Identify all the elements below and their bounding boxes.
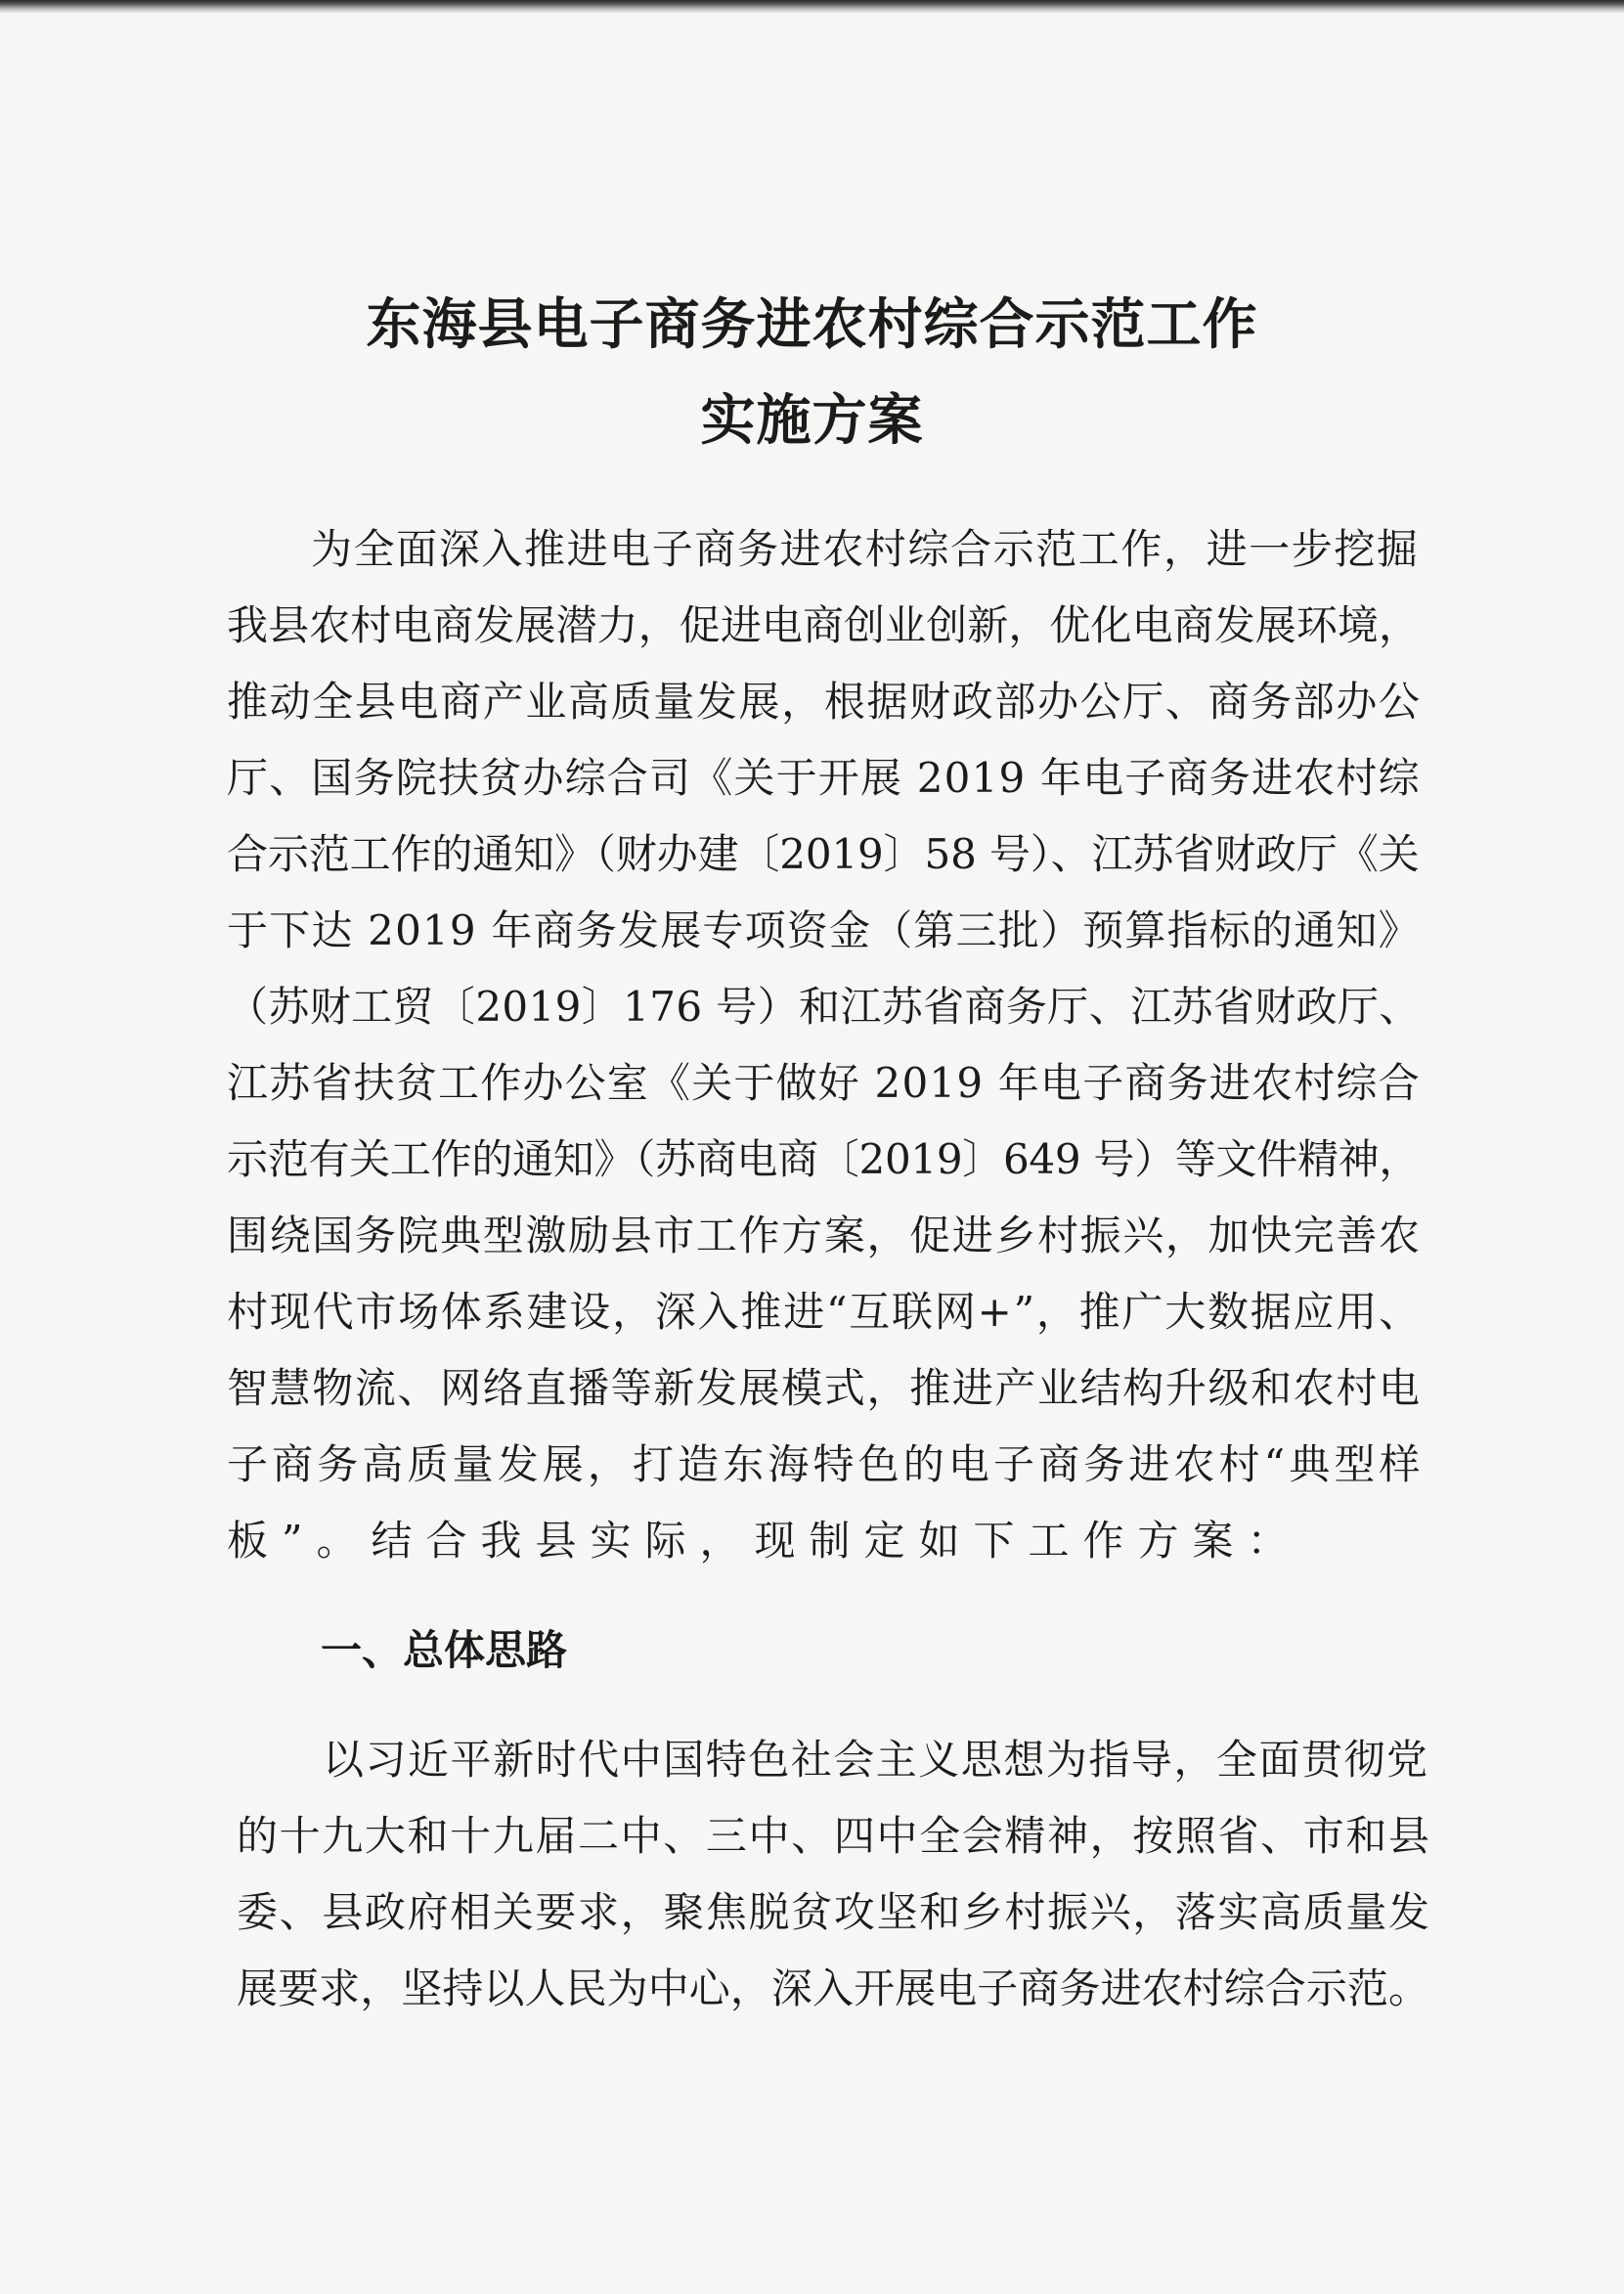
section-line: 委、县政府相关要求，聚焦脱贫攻坚和乡村振兴，落实高质量发 [237, 1888, 1431, 1936]
intro-line: 厅、国务院扶贫办综合司《关于开展 2019 年电子商务进农村综 [227, 754, 1421, 802]
intro-line: 我县农村电商发展潜力，促进电商创业创新，优化电商发展环境， [227, 601, 1421, 649]
intro-line: 板”。结合我县实际，现制定如下工作方案： [227, 1517, 1302, 1565]
section-line: 展要求，坚持以人民为中心，深入开展电子商务进农村综合示范。 [237, 1964, 1430, 2012]
intro-line: 示范有关工作的通知》（苏商电商〔2019〕649 号）等文件精神， [227, 1135, 1421, 1183]
document-title-line-1: 东海县电子商务进农村综合示范工作 [366, 293, 1258, 357]
intro-line: 子商务高质量发展，打造东海特色的电子商务进农村“典型样 [227, 1440, 1425, 1488]
intro-line: 于下达 2019 年商务发展专项资金（第三批）预算指标的通知》 [227, 906, 1421, 954]
document-title-line-2: 实施方案 [700, 389, 924, 453]
intro-line: 合示范工作的通知》（财办建〔2019〕58 号）、江苏省财政厅《关 [227, 830, 1420, 878]
section-line: 的十九大和十九届二中、三中、四中全会精神，按照省、市和县 [237, 1812, 1431, 1860]
intro-line: 为全面深入推进电子商务进农村综合示范工作，进一步挖掘 [311, 525, 1420, 573]
intro-line: 围绕国务院典型激励县市工作方案，促进乡村振兴，加快完善农 [227, 1212, 1422, 1259]
intro-line: 村现代市场体系建设，深入推进“互联网+”，推广大数据应用、 [227, 1288, 1422, 1336]
intro-line: 江苏省扶贫工作办公室《关于做好 2019 年电子商务进农村综合 [227, 1059, 1421, 1107]
section-heading: 一、总体思路 [321, 1626, 568, 1674]
intro-line: （苏财工贸〔2019〕176 号）和江苏省商务厅、江苏省财政厅、 [227, 983, 1421, 1031]
section-line: 以习近平新时代中国特色社会主义思想为指导，全面贯彻党 [323, 1736, 1429, 1784]
intro-line: 推动全县电商产业高质量发展，根据财政部办公厅、商务部办公 [227, 678, 1422, 726]
intro-line: 智慧物流、网络直播等新发展模式，推进产业结构升级和农村电 [227, 1364, 1422, 1412]
